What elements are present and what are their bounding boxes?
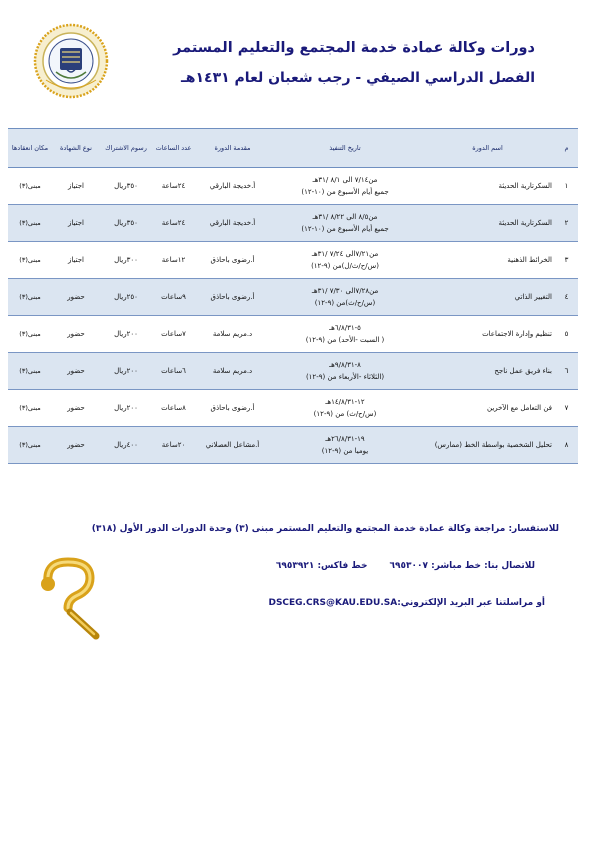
table-row [8,427,578,464]
hours: ٦ساعات [152,353,195,390]
certificate-type: حضور [52,427,100,464]
col-header-certificate: نوع الشهادة [52,129,100,168]
location: مبنى(٣) [8,427,52,464]
course-dates [270,353,420,390]
row-num: ٥ [555,316,578,353]
dates-days: (س/ح/ث)من (٩-١٢) [314,299,376,307]
table-row [8,316,578,353]
dates-days: جميع أيام الأسبوع من (١٠-١٢) [301,225,389,233]
course-name: الخرائط الذهنية [420,242,555,279]
course-name: السكرتارية الحديثة [420,168,555,205]
instructor: أ.رضوى باحاذق [195,242,270,279]
col-header-num: م [555,129,578,168]
row-num: ٣ [555,242,578,279]
course-dates [270,205,420,242]
table-row [8,279,578,316]
certificate-type: حضور [52,353,100,390]
email-line [268,598,545,608]
location: مبنى(٣) [8,316,52,353]
course-dates [270,168,420,205]
table-row [8,242,578,279]
inquiry-note: للاستفسار: مراجعة وكالة عمادة خدمة المجتمع والتعليم المستمر مبنى (٣) وحدة الدورات الدور الأول (٣١٨) [91,524,559,534]
fee: ٣٥٠ريال [100,205,152,242]
gold-question-mark-icon [30,556,108,640]
certificate-type: حضور [52,390,100,427]
fee: ٢٥٠ريال [100,279,152,316]
phone-number: للاتصال بنا: خط مباشر: ٦٩٥٣٠٠٧ [389,561,535,571]
fee: ٢٠٠ريال [100,390,152,427]
fee: ٣٠٠ريال [100,242,152,279]
table-row [8,390,578,427]
dates-range: ٨-٩/٨/٣١هـ [329,361,361,369]
dates-days: (س/ح/ث) من (٩-١٢) [313,410,377,418]
dates-days: (س/ح/ث/ل)من (٩-١٢) [311,262,379,270]
certificate-type: اجتياز [52,205,100,242]
hours: ٢٤ساعة [152,168,195,205]
dates-range: من٧/٢٨الى ٧/٣٠ /٣١هـ [311,287,379,295]
email-label: أو مراسلتنا عبر البريد الإلكتروني: [397,598,545,608]
dates-days: ( السبت -الأحد) من (٩-١٢) [305,336,385,344]
instructor: د.مريم سلامة [195,316,270,353]
instructor: أ.خديجة البارقي [195,168,270,205]
certificate-type: اجتياز [52,168,100,205]
table-row [8,205,578,242]
course-dates [270,242,420,279]
table-row [8,353,578,390]
instructor: أ.مشاعل العصلاني [195,427,270,464]
hours: ٢٤ساعة [152,205,195,242]
course-name: تحليل الشخصية بواسطة الخط (ممارس) [420,427,555,464]
course-name: السكرتارية الحديثة [420,205,555,242]
dates-range: ١٩-٢٦/٨/٣١هـ [325,435,365,443]
dates-range: من٨/٥ الى ٨/٢٢ /٣١هـ [312,213,378,221]
course-name: التغيير الذاتي [420,279,555,316]
dates-days: جميع أيام الأسبوع من (١٠-١٢) [301,188,389,196]
phone-fax-line [254,561,535,571]
table-header-row [8,129,578,168]
row-num: ٨ [555,427,578,464]
dates-range: من٧/٢١الى ٧/٢٤ /٣١هـ [311,250,379,258]
location: مبنى(٣) [8,279,52,316]
hours: ٧ساعات [152,316,195,353]
dates-days: (الثلاثاء -الأربعاء من (٩-١٢) [305,373,385,381]
course-name: بناء فريق عمل ناجح [420,353,555,390]
dates-range: من٧/١٤ الى ٨/١ /٣١هـ [312,176,378,184]
instructor: د.مريم سلامة [195,353,270,390]
row-num: ٢ [555,205,578,242]
hours: ٩ساعات [152,279,195,316]
course-dates [270,390,420,427]
dates-days: يوميا من (٩-١٢) [321,447,369,455]
page-subtitle: الفصل الدراسي الصيفي - رجب شعبان لعام ١٤٣١هـ [180,70,535,86]
dates-range: ١٢-١٤/٨/٣١هـ [325,398,365,406]
row-num: ٧ [555,390,578,427]
location: مبنى(٣) [8,168,52,205]
courses-table [8,128,578,464]
location: مبنى(٣) [8,390,52,427]
hours: ٢٠ساعة [152,427,195,464]
dates-range: ٥-٦/٨/٣١هـ [329,324,361,332]
row-num: ١ [555,168,578,205]
fee: ٣٥٠ريال [100,168,152,205]
hours: ١٢ساعة [152,242,195,279]
fax-number: خط فاكس: ٦٩٥٣٩٢١ [275,561,368,571]
instructor: أ.رضوى باحاذق [195,390,270,427]
col-header-fee: رسوم الاشتراك [100,129,152,168]
fee: ٢٠٠ريال [100,316,152,353]
row-num: ٦ [555,353,578,390]
instructor: أ.رضوى باحاذق [195,279,270,316]
col-header-instructor: مقدمة الدورة [195,129,270,168]
fee: ٢٠٠ريال [100,353,152,390]
col-header-hours: عدد الساعات [152,129,195,168]
university-seal-logo [26,22,116,100]
email-address[interactable]: DSCEG.CRS@KAU.EDU.SA [268,598,398,608]
col-header-name: اسم الدورة [420,129,555,168]
location: مبنى(٣) [8,353,52,390]
course-dates [270,279,420,316]
course-dates [270,316,420,353]
location: مبنى(٣) [8,205,52,242]
table-row [8,168,578,205]
page-title: دورات وكالة عمادة خدمة المجتمع والتعليم المستمر [173,40,535,56]
certificate-type: حضور [52,316,100,353]
certificate-type: حضور [52,279,100,316]
instructor: أ.خديجة البارقي [195,205,270,242]
course-name: تنظيم وإدارة الاجتماعات [420,316,555,353]
course-name: فن التعامل مع الآخرين [420,390,555,427]
col-header-location: مكان انعقادها [8,129,52,168]
fee: ٤٠٠ريال [100,427,152,464]
col-header-dates: تاريخ التنفيذ [270,129,420,168]
course-dates [270,427,420,464]
hours: ٨ساعات [152,390,195,427]
row-num: ٤ [555,279,578,316]
location: مبنى(٣) [8,242,52,279]
certificate-type: اجتياز [52,242,100,279]
